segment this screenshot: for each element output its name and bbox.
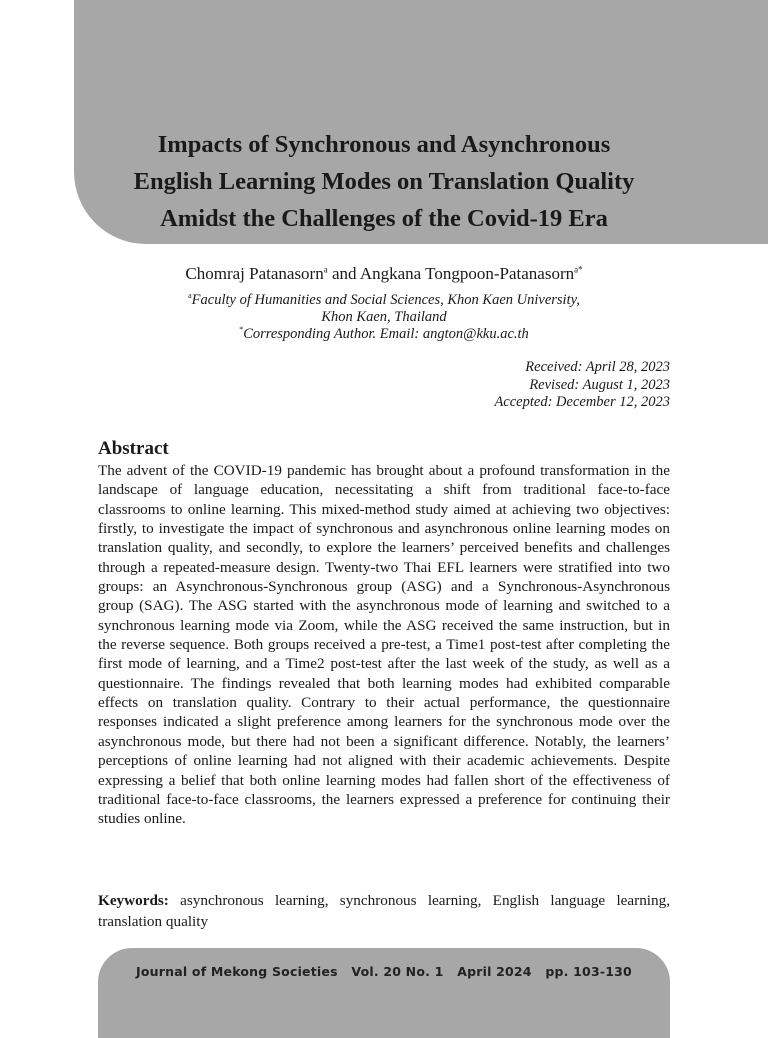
journal-volume: Vol. 20 No. 1 (351, 964, 444, 979)
received-date: Received: April 28, 2023 (525, 359, 670, 375)
author-name: Chomraj Patanasorn (185, 264, 324, 283)
abstract-heading: Abstract (98, 438, 169, 459)
journal-name: Journal of Mekong Societies (136, 964, 338, 979)
keywords-text: asynchronous learning, synchronous learning, English language learning, translation quality (98, 892, 670, 930)
title-line: Amidst the Challenges of the Covid-19 Era (160, 205, 608, 232)
affiliation-line: $^a$Faculty of Humanities and Social Sciences, Khon Kaen University, (188, 291, 580, 308)
abstract-text: The advent of the COVID-19 pandemic has brought about a profound transformation in the landscape of language education, necessitating a shift from traditional face-to-face classrooms to online learning. This mixed-method study aimed at achieving two objectives: firstly, to investigate the impact of synchronous and asynchronous online learning modes on translation quality, and secondly, to explore the learners’ perceived benefits and challenges through a repeated-measure design. Twenty-two Thai EFL learners were stratified into two groups: an Asynchronous-Synchronous group (ASG) and a Synchronous-Asynchronous group (SAG). The ASG started with the asynchronous mode of learning and switched to a synchronous learning mode via Zoom, while the ASG received the same instruction, but in the reverse sequence. Both groups received a pre-test, a Time1 post-test after completing the first mode of learning, and a Time2 post-test after the last week of the study, as well as a questionnaire. The findings revealed that both learning modes had exhibited comparable effects on translation quality. Contrary to their actual performance, the questionnaire responses indicated a slight preference among learners for the synchronous mode over the asynchronous mode, but there had not been a significant difference. Notably, the learners’ perceptions of online learning had not aligned with their academic achievements. Despite expressing a belief that both online learning modes had fallen short of the effectiveness of traditional face-to-face classrooms, the learners expressed a preference for continuing their studies online. (98, 462, 670, 828)
corresponding-mark: * (239, 325, 244, 335)
title-line: Impacts of Synchronous and Asynchronous (157, 131, 611, 158)
article-dates (494, 359, 670, 412)
revised-date: Revised: August 1, 2023 (529, 376, 670, 393)
affiliation-line: Khon Kaen, Thailand (321, 309, 447, 325)
title-line: English Learning Modes on Translation Quality (133, 168, 635, 195)
author-list (74, 264, 694, 284)
accepted-date: Accepted: December 12, 2023 (494, 394, 670, 410)
paper-title (74, 126, 694, 237)
corresponding-author: *Corresponding Author. Email: angton@kku.ac.th (239, 325, 529, 342)
author-name: Angkana Tongpoon-Patanasorn (359, 264, 575, 283)
journal-date: April 2024 (457, 964, 532, 979)
affiliation-mark: a (323, 264, 328, 275)
author-connector: and (327, 264, 360, 283)
affiliation-block (74, 292, 694, 343)
journal-pages: pp. 103-130 (545, 964, 632, 979)
affiliation-mark: a* (574, 264, 583, 275)
footer-band (98, 948, 670, 1038)
keywords (98, 891, 670, 932)
journal-footer (98, 964, 670, 979)
affiliation-mark: a (188, 291, 192, 301)
keywords-label: Keywords: (98, 892, 169, 909)
